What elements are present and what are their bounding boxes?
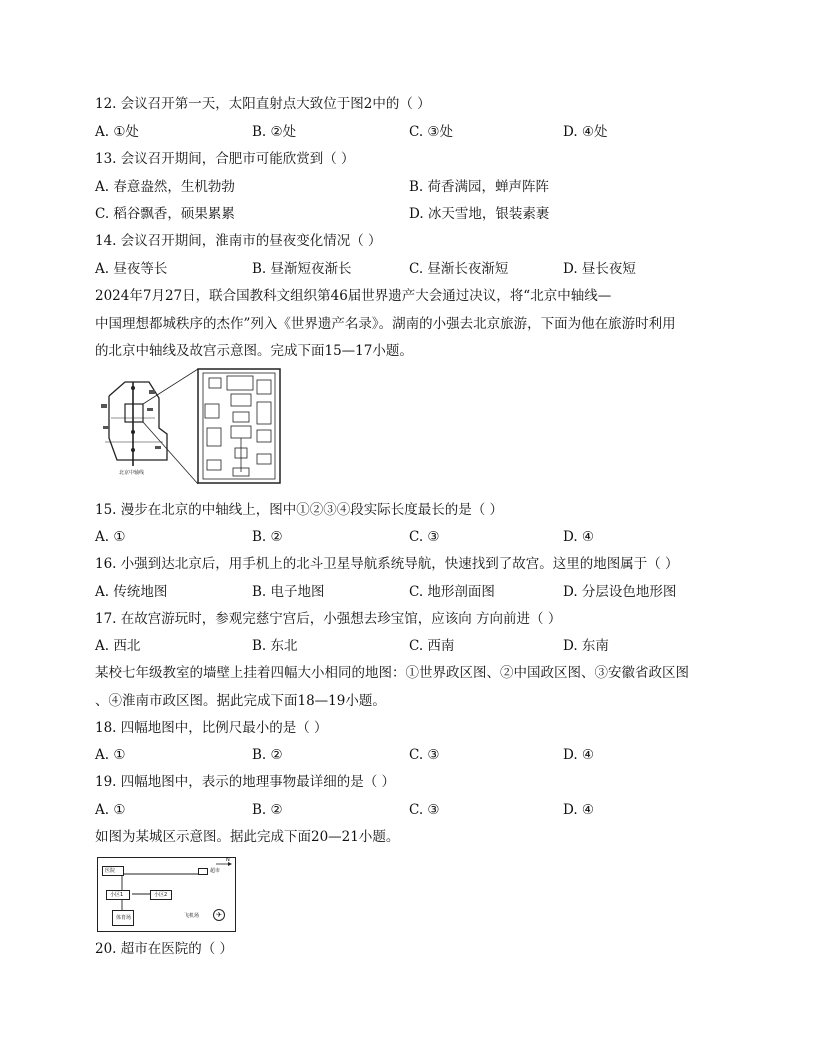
q13-stem: 13. 会议召开期间，合肥市可能欣赏到（ ） <box>95 151 355 167</box>
q18-option-c: C. ③ <box>409 747 440 763</box>
community1-box <box>106 890 130 900</box>
hospital-label: 医院 <box>105 868 116 874</box>
q19-option-c: C. ③ <box>409 802 440 818</box>
q17-stem: 17. 在故宫游玩时，参观完慈宁宫后，小强想去珍宝馆，应该向 方向前进（ ） <box>95 611 562 627</box>
city-district-figure <box>97 857 236 932</box>
community2-label: 小区2 <box>154 892 168 898</box>
q18-option-d: D. ④ <box>563 747 595 763</box>
airport-icon: ✈ <box>213 909 225 921</box>
q16-option-a: A. 传统地图 <box>95 584 168 600</box>
q14-option-b: B. 昼渐短夜渐长 <box>252 261 352 277</box>
q15-option-d: D. ④ <box>563 529 595 545</box>
q15-option-b: B. ② <box>252 529 283 545</box>
q18-option-a: A. ① <box>95 747 126 763</box>
q19-option-a: A. ① <box>95 802 126 818</box>
q15-option-c: C. ③ <box>409 529 440 545</box>
q16-option-d: D. 分层设色地形图 <box>563 584 677 600</box>
q19-option-b: B. ② <box>252 802 283 818</box>
q17-option-d: D. 东南 <box>563 638 609 654</box>
stadium-box <box>112 910 134 926</box>
community1-label: 小区1 <box>110 892 124 898</box>
q12-stem: 12. 会议召开第一天，太阳直射点大致位于图2中的（ ） <box>95 96 431 112</box>
q12-option-b: B. ②处 <box>252 124 297 140</box>
q13-option-d: D. 冰天雪地，银装素裹 <box>409 206 550 222</box>
q12-option-c: C. ③处 <box>409 124 454 140</box>
q13-option-a: A. 春意盎然，生机勃勃 <box>95 179 235 195</box>
airport-label: 飞机场 <box>184 913 200 919</box>
passage1-line2: 中国理想都城秩序的杰作”列入《世界遗产名录》。湖南的小强去北京旅游，下面为他在旅游时利用 <box>95 316 676 332</box>
q12-option-d: D. ④处 <box>563 124 608 140</box>
q17-option-a: A. 西北 <box>95 638 141 654</box>
fig1-caption: 北京中轴线 <box>119 470 145 476</box>
q19-option-d: D. ④ <box>563 802 595 818</box>
north-label: N <box>226 857 230 863</box>
supermarket-box <box>198 868 208 875</box>
q14-option-d: D. 昼长夜短 <box>563 261 636 277</box>
stadium-label: 体育场 <box>116 915 132 921</box>
q12-option-a: A. ①处 <box>95 124 139 140</box>
q13-option-c: C. 稻谷飘香，硕果累累 <box>95 206 235 222</box>
q18-option-b: B. ② <box>252 747 283 763</box>
q18-stem: 18. 四幅地图中，比例尺最小的是（ ） <box>95 720 328 736</box>
q17-option-b: B. 东北 <box>252 638 298 654</box>
q14-stem: 14. 会议召开期间，淮南市的昼夜变化情况（ ） <box>95 233 382 249</box>
q16-option-b: B. 电子地图 <box>252 584 325 600</box>
q16-stem: 16. 小强到达北京后，用手机上的北斗卫星导航系统导航，快速找到了故宫。这里的地图属于（ ） <box>95 556 679 572</box>
q15-option-a: A. ① <box>95 529 126 545</box>
q16-option-c: C. 地形剖面图 <box>409 584 495 600</box>
q20-stem: 20. 超市在医院的（ ） <box>95 941 234 957</box>
beijing-axis-figure <box>97 368 282 485</box>
passage2-line1: 某校七年级教室的墙壁上挂着四幅大小相同的地图：①世界政区图、②中国政区图、③安徽省政区图 <box>95 665 689 681</box>
beijing-axis-map <box>97 368 282 485</box>
hospital-box <box>102 866 124 876</box>
q19-stem: 19. 四幅地图中，表示的地理事物最详细的是（ ） <box>95 774 396 790</box>
q14-option-c: C. 昼渐长夜渐短 <box>409 261 509 277</box>
supermarket-label: 超市 <box>210 868 221 874</box>
q13-option-b: B. 荷香满园，蝉声阵阵 <box>409 179 550 195</box>
q17-option-c: C. 西南 <box>409 638 455 654</box>
community2-box <box>150 890 172 900</box>
passage3: 如图为某城区示意图。据此完成下面20—21小题。 <box>95 829 400 845</box>
passage2-line2: 、④淮南市政区图。据此完成下面18—19小题。 <box>95 693 386 709</box>
passage1-line3: 的北京中轴线及故宫示意图。完成下面15—17小题。 <box>95 343 413 359</box>
q15-stem: 15. 漫步在北京的中轴线上，图中①②③④段实际长度最长的是（ ） <box>95 502 504 518</box>
passage1-line1: 2024年7月27日，联合国教科文组织第46届世界遗产大会通过决议，将“北京中轴线— <box>95 288 612 304</box>
q14-option-a: A. 昼夜等长 <box>95 261 168 277</box>
